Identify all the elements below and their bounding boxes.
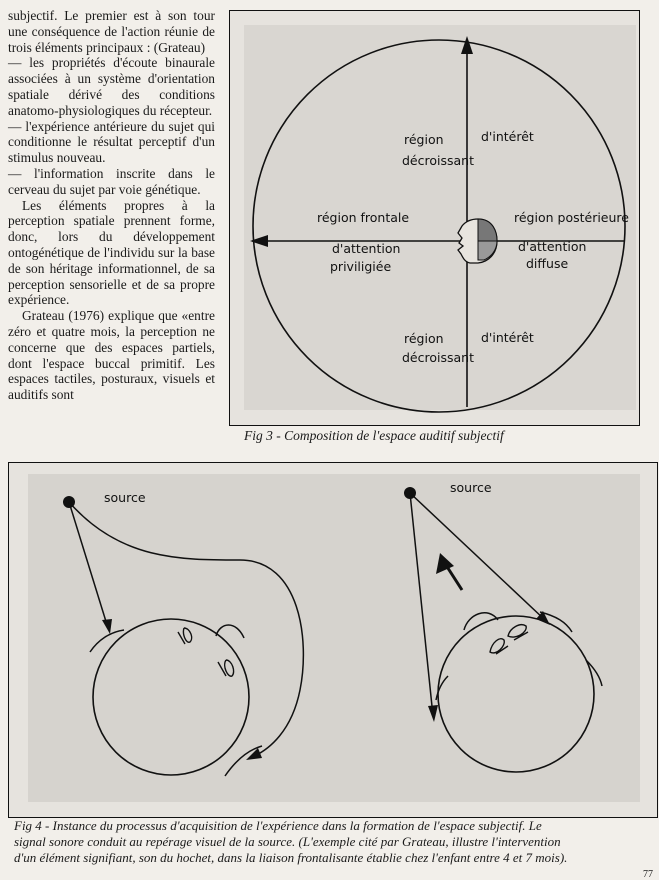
paragraph-3: — l'expérience antérieure du sujet qui conditionne le résultat perceptif d'un stimulus nouveau. [8,118,215,166]
infant-eyes-left [178,628,234,676]
label-priviligiee: priviligiée [330,259,392,274]
figure-3-caption: Fig 3 - Composition de l'espace auditif subjectif [244,428,504,443]
label-decroissant-ll: décroissant [402,350,474,365]
figure-4-caption-line-1: Fig 4 - Instance du processus d'acquisition de l'expérience dans la formation de l'espace subjectif. Le [14,818,542,833]
infant-eyes-right [490,625,528,654]
paragraph-6: Grateau (1976) explique que «entre zéro et quatre mois, la perception ne concerne que des espaces partiels, dont l'espace buccal primitif. Les espaces tactiles, posturaux, visuels et auditifs sont [8,308,215,403]
label-interet-ur: d'intérêt [481,129,534,144]
figure-4-caption-line-2: signal sonore conduit au repérage visuel de la source. (L'exemple cité par Grateau, illustre l'intervention [14,834,561,849]
paragraph-5: Les éléments propres à la perception spatiale prennent forme, donc, lors du développement ontogénétique de l'individu sur la base de son héritage informationnel, de sa perception sensorielle et de sa propre expérience. [8,197,215,308]
label-region-ll: région [404,331,444,346]
infant-nose-right [464,613,498,630]
page-number: 77 [643,869,653,880]
gaze-line-right [410,493,433,716]
label-interet-lr: d'intérêt [481,330,534,345]
sound-path-right [410,493,545,620]
paragraph-2: — les propriétés d'écoute binaurale associées à un système d'orientation spatiale dérivé des conditions anatomo-physiologiques du récepteur. [8,55,215,118]
figure-4-caption-line-3: d'un élément signifiant, son du hochet, dans la liaison frontalisante établie chez l'enfant entre 4 et 7 mois). [14,850,568,865]
head-turn-curve [69,502,303,758]
label-decroissant-ul: décroissant [402,153,474,168]
gaze-arrowhead-right [428,705,438,722]
label-region-frontale: région frontale [317,210,410,225]
source-label-left: source [104,490,146,505]
paragraph-4: — l'information inscrite dans le cerveau du sujet par voie génétique. [8,165,215,197]
paragraph-1: subjectif. Le premier est à son tour une conséquence de l'action réunie de trois éléments principaux : (Grateau) [8,8,215,55]
source-label-right: source [450,480,492,495]
label-region-ul: région [404,132,444,147]
infant-head-left [93,619,249,775]
sound-path-arrowhead-left [102,619,112,634]
infant-ear-left [90,630,124,652]
label-attention-left: d'attention [332,241,401,256]
label-region-posterieure: région postérieure [514,210,629,225]
label-attention-right: d'attention [518,239,587,254]
label-diffuse: diffuse [526,256,569,271]
